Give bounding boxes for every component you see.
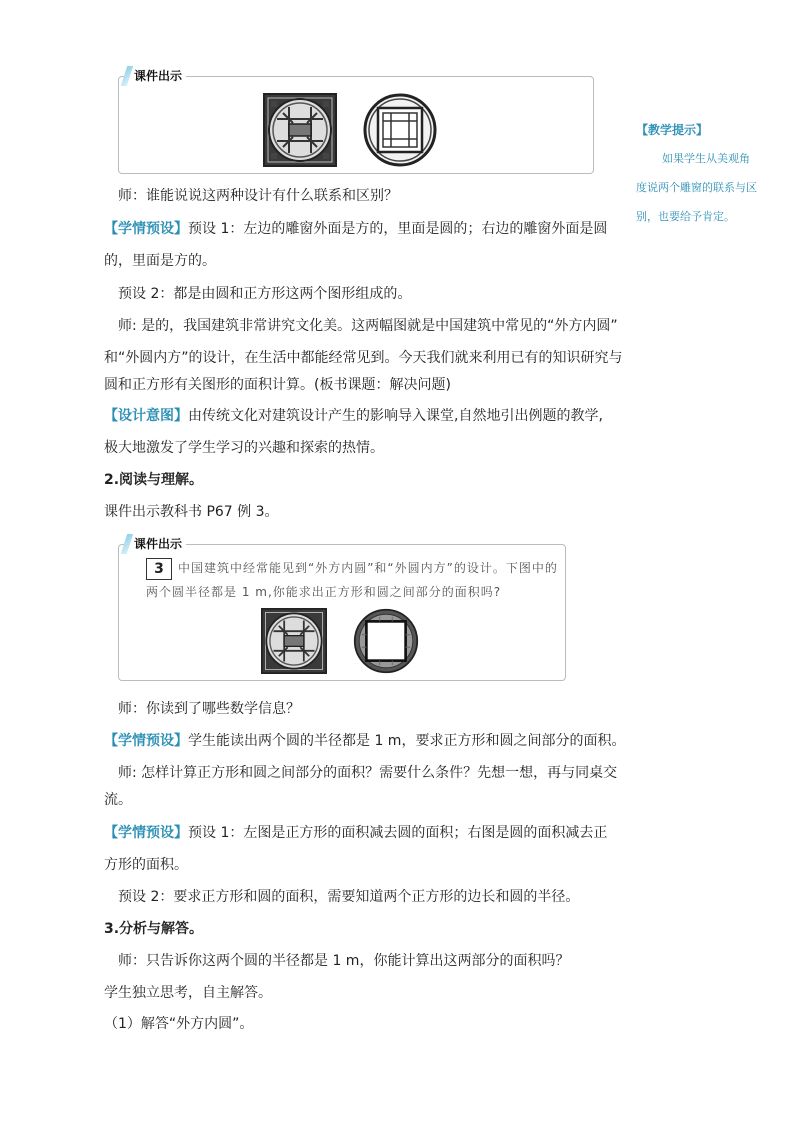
tag-student-prediction: 【学情预设】 xyxy=(104,733,188,749)
window-circle-outside-image xyxy=(363,93,437,167)
paragraph-text: 学生能读出两个圆的半径都是 1 m，要求正方形和圆之间部分的面积。 xyxy=(188,733,626,749)
paragraph: 学生独立思考，自主解答。 xyxy=(104,985,272,1001)
paragraph: 师：只告诉你这两个圆的半径都是 1 m，你能计算出这两部分的面积吗？ xyxy=(118,953,570,969)
paragraph: 预设 2：要求正方形和圆的面积，需要知道两个正方形的边长和圆的半径。 xyxy=(118,889,580,905)
teaching-tip-title: 【教学提示】 xyxy=(636,123,709,137)
paragraph-text: 预设 1：左图是正方形的面积减去圆的面积；右图是圆的面积减去正 xyxy=(188,825,608,841)
paragraph-text: 由传统文化对建筑设计产生的影响导入课堂,自然地引出例题的教学, xyxy=(188,408,603,424)
paragraph: 极大地激发了学生学习的兴趣和探索的热情。 xyxy=(104,440,384,456)
teaching-tip-text: 如果学生从美观角度说两个雕窗的联系与区别，也要给予肯定。 xyxy=(636,152,757,223)
example-line-2: 两个圆半径都是 1 m,你能求出正方形和圆之间部分的面积吗? xyxy=(146,585,502,599)
courseware-box-1 xyxy=(118,76,594,174)
tag-student-prediction: 【学情预设】 xyxy=(104,825,188,841)
paragraph: 师: 是的，我国建筑非常讲究文化美。这两幅图就是中国建筑中常见的“外方内圆” xyxy=(118,318,618,334)
paragraph: 师：谁能说说这两种设计有什么联系和区别？ xyxy=(118,188,398,204)
paragraph: 流。 xyxy=(104,792,132,808)
tag-student-prediction: 【学情预设】 xyxy=(104,221,188,237)
paragraph: 课件出示教科书 P67 例 3。 xyxy=(104,504,279,520)
paragraph xyxy=(104,823,607,843)
example-window-circle-outside-image xyxy=(353,608,419,674)
paragraph: 师: 怎样计算正方形和圆之间部分的面积？需要什么条件？先想一想，再与同桌交 xyxy=(118,765,618,781)
paragraph: 师：你读到了哪些数学信息？ xyxy=(118,701,300,717)
example-line-1: 中国建筑中经常能见到“外方内圆”和“外圆内方”的设计。下图中的 xyxy=(178,561,558,575)
tag-design-intent: 【设计意图】 xyxy=(104,408,188,424)
paragraph: 方形的面积。 xyxy=(104,857,188,873)
example-number: 3 xyxy=(146,558,172,580)
section-heading: 3.分析与解答。 xyxy=(104,921,204,937)
paragraph xyxy=(104,219,607,239)
paragraph xyxy=(104,731,625,751)
paragraph: 和“外圆内方”的设计，在生活中都能经常见到。今天我们就来利用已有的知识研究与 xyxy=(104,350,623,366)
example-window-square-outside-image xyxy=(261,608,327,674)
window-square-outside-image xyxy=(263,93,337,167)
paragraph: 的，里面是方的。 xyxy=(104,253,216,269)
paragraph-text: 预设 1：左边的雕窗外面是方的，里面是圆的；右边的雕窗外面是圆 xyxy=(188,221,608,237)
paragraph: 预设 2：都是由圆和正方形这两个图形组成的。 xyxy=(118,286,412,302)
paragraph xyxy=(104,406,603,426)
paragraph: 圆和正方形有关图形的面积计算。(板书课题：解决问题) xyxy=(104,377,451,393)
courseware-label-1: 课件出示 xyxy=(124,68,186,84)
paragraph: （1）解答“外方内圆”。 xyxy=(104,1016,254,1032)
section-heading: 2.阅读与理解。 xyxy=(104,472,204,488)
courseware-label-2: 课件出示 xyxy=(124,536,186,552)
